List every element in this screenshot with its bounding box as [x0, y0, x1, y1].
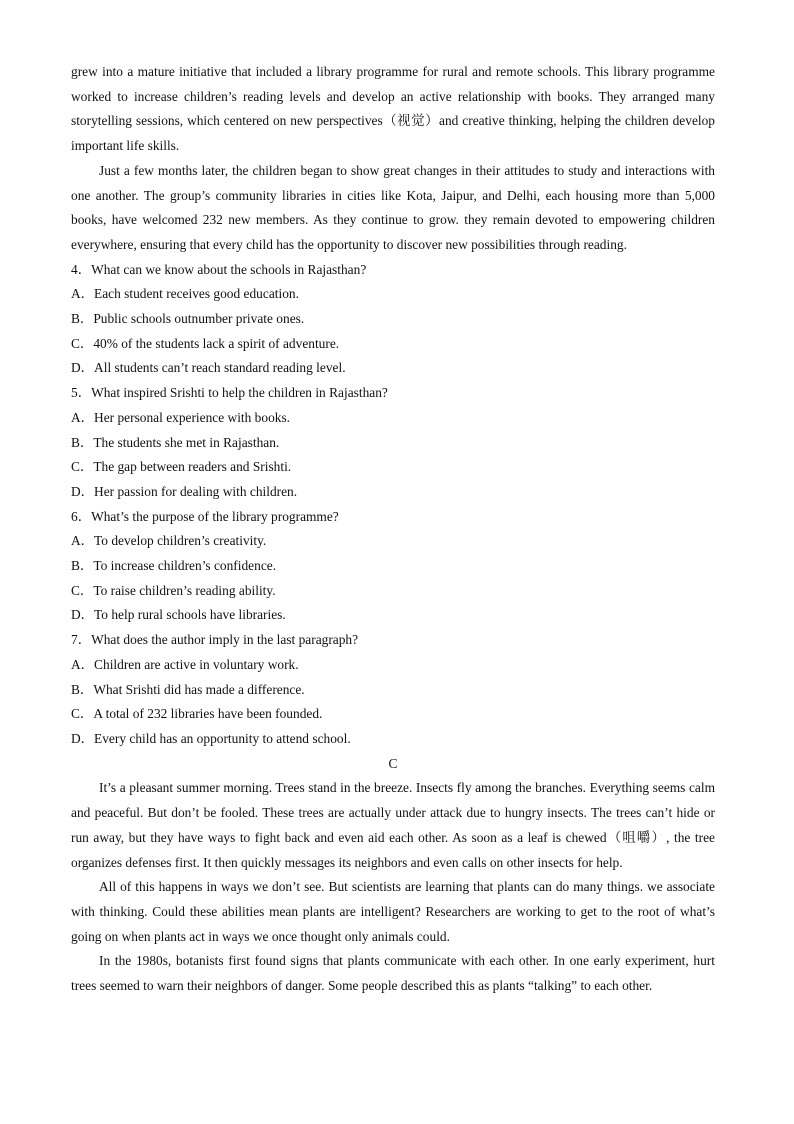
- option-a: A．Children are active in voluntary work.: [71, 656, 299, 672]
- option-a: A．Each student receives good education.: [71, 286, 299, 302]
- section-c-paragraph-3: In the 1980s, botanists first found signs that plants communicate with each other. In one early experiment, hurt trees seemed to warn their neighbors of danger. Some people described this as plants “talking” to each other.: [71, 953, 715, 994]
- section-c-paragraph-2: All of this happens in ways we don’t see. But scientists are learning that plants can do many things. we associate with thinking. Could these abilities mean plants are intelligent? Researchers are working to get to the root of what’s going on when plants act in ways we once thought only animals could.: [71, 879, 715, 944]
- question-stem: 5．What inspired Srishti to help the children in Rajasthan?: [71, 385, 388, 401]
- question-stem: 4．What can we know about the schools in Rajasthan?: [71, 261, 367, 277]
- question-5: [71, 381, 715, 505]
- section-c-paragraph-1: It’s a pleasant summer morning. Trees stand in the breeze. Insects fly among the branches. Everything seems calm and peaceful. But don’t be fooled. These trees are actually under attack due to hungry insects. The trees can’t hide or run away, but they have ways to fight back and even aid each other. As soon as a leaf is chewed（咀嚼）, the tree organizes defenses first. It then quickly messages its neighbors and even calls on other insects for help.: [71, 780, 715, 870]
- option-a: A．To develop children’s creativity.: [71, 533, 267, 549]
- question-4: [71, 258, 715, 382]
- option-c: C．40% of the students lack a spirit of adventure.: [71, 335, 340, 351]
- option-b: B．The students she met in Rajasthan.: [71, 434, 280, 450]
- document-page: [71, 60, 715, 999]
- option-b: B．To increase children’s confidence.: [71, 558, 277, 574]
- passage-b-paragraph-2: Just a few months later, the children began to show great changes in their attitudes to study and interactions with one another. The group’s community libraries in cities like Kota, Jaipur, and Delhi, each housing more than 5,000 books, have welcomed 232 new members. As they continue to grow. they remain devoted to empowering children everywhere, ensuring that every child has the opportunity to discover new possibilities through reading.: [71, 162, 715, 252]
- section-heading: C: [388, 755, 398, 771]
- passage-b-paragraph-1: grew into a mature initiative that included a library programme for rural and remote schools. This library programme worked to increase children’s reading levels and develop an active relationship with books. They arranged many storytelling sessions, which centered on new perspectives（视觉）and creative thinking, helping the children develop important life skills.: [71, 64, 715, 154]
- option-b: B．Public schools outnumber private ones.: [71, 311, 305, 327]
- question-7: [71, 628, 715, 752]
- option-d: D．Her passion for dealing with children.: [71, 483, 298, 499]
- option-d: D．Every child has an opportunity to attend school.: [71, 730, 351, 746]
- option-c: C．The gap between readers and Srishti.: [71, 459, 292, 475]
- option-d: D．To help rural schools have libraries.: [71, 607, 286, 623]
- question-6: [71, 505, 715, 629]
- option-b: B．What Srishti did has made a difference.: [71, 681, 305, 697]
- question-stem: 7．What does the author imply in the last paragraph?: [71, 632, 359, 648]
- option-c: C．To raise children’s reading ability.: [71, 582, 276, 598]
- option-c: C．A total of 232 libraries have been founded.: [71, 706, 323, 722]
- option-a: A．Her personal experience with books.: [71, 409, 291, 425]
- option-d: D．All students can’t reach standard reading level.: [71, 360, 346, 376]
- question-stem: 6．What’s the purpose of the library programme?: [71, 508, 339, 524]
